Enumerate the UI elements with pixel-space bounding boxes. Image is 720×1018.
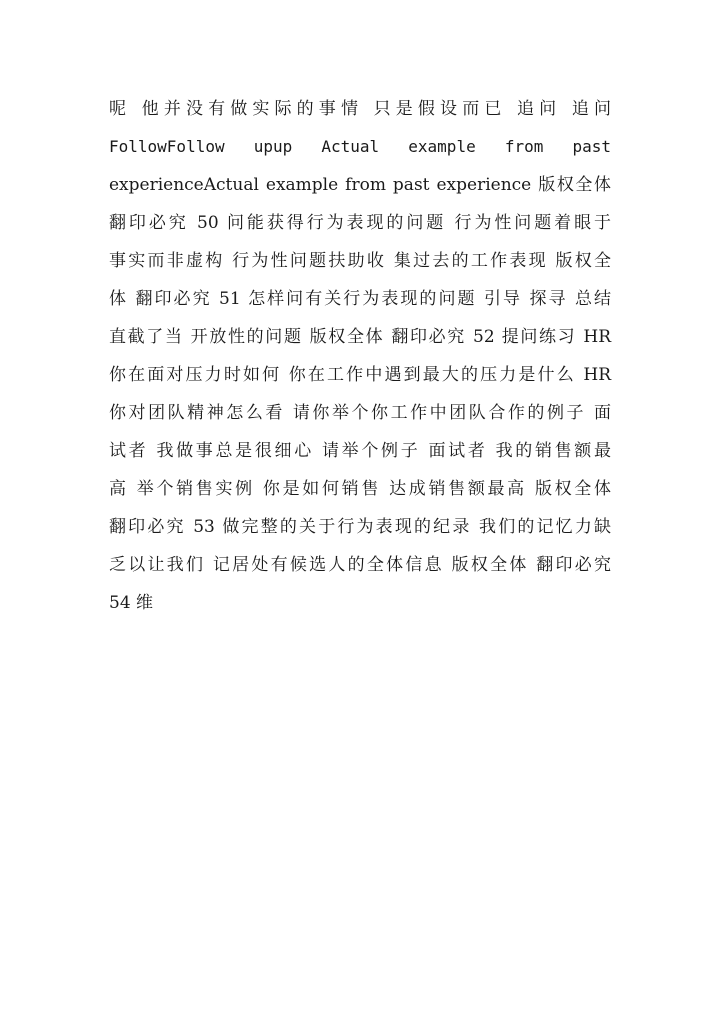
text-line: FollowFollow upup Actual example from past: [109, 137, 611, 156]
body-text: [109, 90, 611, 622]
text-line: 试者 我做事总是很细心 请举个例子 面试者 我的销售额最: [109, 441, 611, 461]
text-line: 你对团队精神怎么看 请你举个你工作中团队合作的例子 面: [109, 403, 611, 423]
text-line: 乏以让我们 记居处有候选人的全体信息 版权全体 翻印必究: [109, 555, 611, 575]
text-line: 高 举个销售实例 你是如何销售 达成销售额最高 版权全体: [109, 479, 611, 499]
text-line: 呢 他并没有做实际的事情 只是假设而已 追问 追问: [109, 99, 611, 119]
text-line: 翻印必究 50 问能获得行为表现的问题 行为性问题着眼于: [109, 213, 611, 233]
text-line: 体 翻印必究 51 怎样问有关行为表现的问题 引导 探寻 总结: [109, 289, 611, 309]
text-line: 54 维: [109, 593, 154, 613]
text-line: 翻印必究 53 做完整的关于行为表现的纪录 我们的记忆力缺: [109, 517, 611, 537]
text-line: 事实而非虚构 行为性问题扶助收 集过去的工作表现 版权全: [109, 251, 611, 271]
text-line: experienceActual example from past experience 版权全体: [109, 175, 611, 195]
text-line: 你在面对压力时如何 你在工作中遇到最大的压力是什么 HR: [109, 365, 611, 385]
text-line: 直截了当 开放性的问题 版权全体 翻印必究 52 提问练习 HR: [109, 327, 611, 347]
